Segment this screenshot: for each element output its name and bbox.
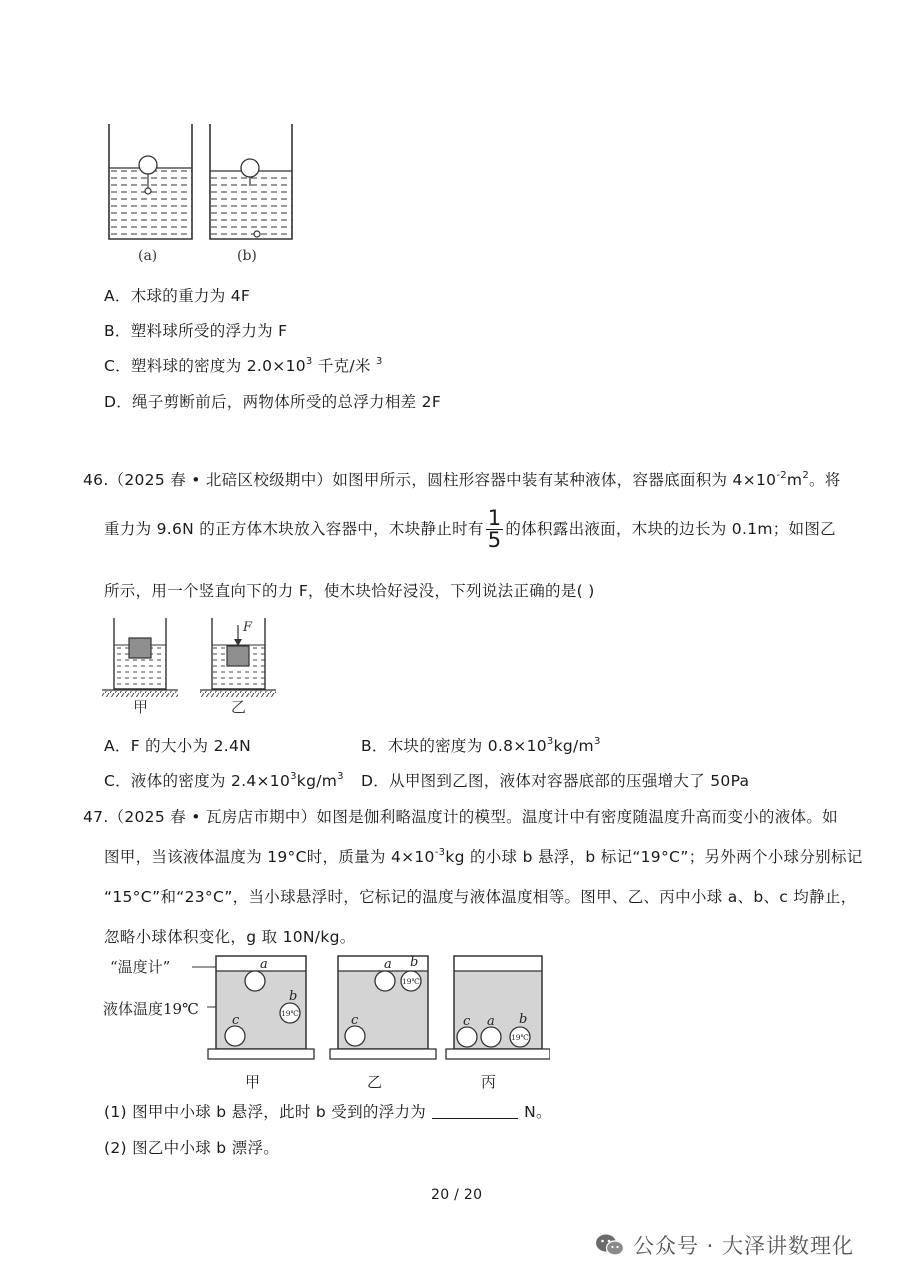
svg-text:19℃: 19℃ [281,1009,299,1018]
q46-figure [100,615,285,715]
answer-blank [432,1104,518,1119]
q46-option-a: A．F 的大小为 2.4N [104,737,252,755]
q46-option-c: C．液体的密度为 $2.4\times 10^3kg/m^3$ [104,771,344,790]
svg-text:b: b [519,1012,528,1027]
beaker-yi [330,955,436,1059]
fraction-one-fifth: $\frac{1}{5}$ [487,506,502,552]
q46-stem-line2: 重力为 9.6N 的正方体木块放入容器中，木块静止时有 $\frac{1}{5}$ 的体积露出液面，木块的边长为 0.1m；如图乙 [104,506,836,552]
q47-stem-line1: 47.（2025 春 • 瓦房店市期中）如图是伽利略温度计的模型。温度计中有密度随温度升高而变小的液体。如 [83,808,838,826]
q47-figure [100,950,550,1100]
svg-text:19℃: 19℃ [402,977,420,986]
q47-sub2: (2) 图乙中小球 b 漂浮。 [104,1139,280,1157]
q46-stem-line3: 所示，用一个竖直向下的力 F，使木块恰好浸没，下列说法正确的是( ) [104,582,595,600]
svg-text:a: a [384,957,392,972]
label-jia-47: 甲 [245,1073,261,1091]
label-bing-47: 丙 [481,1073,497,1091]
svg-text:a: a [487,1014,495,1029]
q46-option-d: D．从甲图到乙图，液体对容器底部的压强增大了 50Pa [361,772,750,790]
q45-option-d: D．绳子剪断前后，两物体所受的总浮力相差 2F [104,393,442,411]
page-number: 20 / 20 [431,1187,483,1203]
beaker-jia [208,956,314,1059]
container-b [210,124,292,239]
q47-stem-line2: 图甲，当该液体温度为 19°C时，质量为 $4\times 10^{-3}kg$ 的小球 b 悬浮，b 标记“19°C”；另外两个小球分别标记 [104,847,863,866]
q47-stem-line3: “15°C”和“23°C”，当小球悬浮时，它标记的温度与液体温度相等。图甲、乙、丙中小球 a、b、c 均静止， [104,888,857,906]
q46-stem-line1: 46.（2025 春 • 北碚区校级期中）如图甲所示，圆柱形容器中装有某种液体，容器底面积为 $4\times 10^{-2}m^2$。将 [83,470,841,489]
q47-stem-line4: 忽略小球体积变化，g 取 10N/kg。 [104,928,356,946]
svg-text:b: b [410,955,419,970]
q45-figure [100,118,300,268]
q45-option-c: C．塑料球的密度为 $2.0\times 10^3$ 千克/米 $^3$ [104,356,383,375]
beaker-bing [446,956,550,1059]
label-jia: 甲 [133,698,149,715]
q45-option-a: A．木球的重力为 4F [104,287,251,305]
svg-text:c: c [232,1013,240,1028]
svg-text:a: a [260,957,268,972]
q45-option-b: B．塑料球所受的浮力为 F [104,322,288,340]
wood-block-jia [129,638,151,658]
svg-text:19℃: 19℃ [511,1033,529,1042]
container-a [109,124,192,239]
svg-text:c: c [351,1013,359,1028]
watermark: 公众号 · 大泽讲数理化 [595,1230,854,1260]
label-b: (b) [237,248,257,264]
label-a: (a) [138,248,158,264]
svg-text:b: b [289,989,298,1004]
label-yi: 乙 [231,698,247,715]
label-thermometer: “温度计” [110,958,171,976]
label-liquid-temp: 液体温度19℃ [103,1000,199,1018]
label-yi-47: 乙 [367,1073,383,1091]
wood-block-yi [227,646,249,666]
force-label: F [243,620,253,635]
q47-sub1: (1) 图甲中小球 b 悬浮，此时 b 受到的浮力为 N。 [104,1103,552,1121]
q46-option-b: B．木块的密度为 $0.8\times 10^3kg/m^3$ [361,736,601,755]
svg-text:c: c [463,1014,471,1029]
wechat-icon [595,1232,625,1258]
